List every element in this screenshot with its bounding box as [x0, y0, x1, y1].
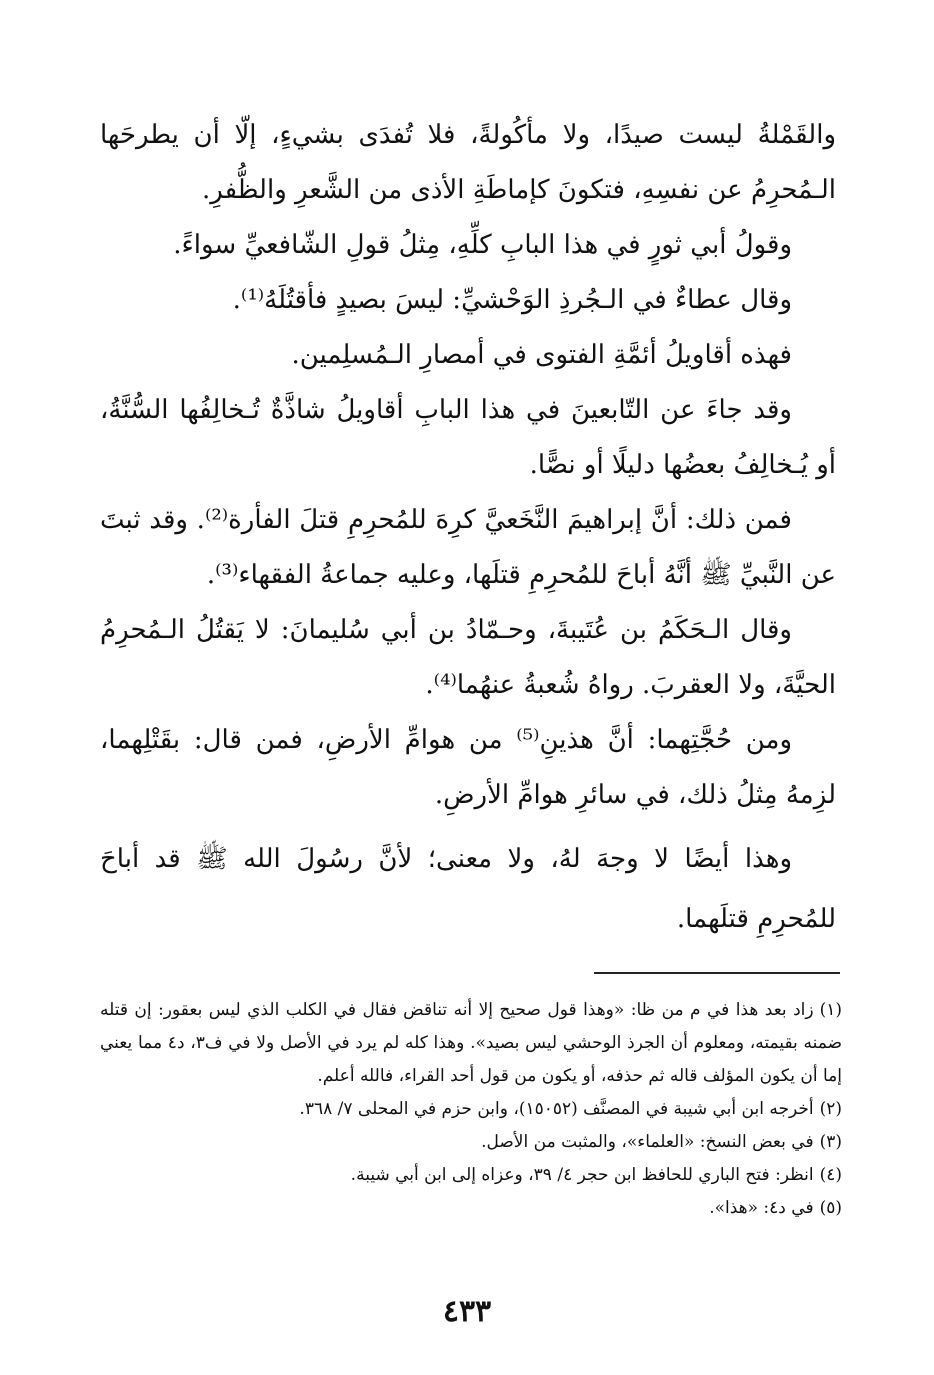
paragraph-6: فمن ذلك: أنَّ إبراهيمَ النَّخَعيَّ كرِهَ للمُحرِمِ قتلَ الفأرة⁽²⁾. وقد ثبتَ عن النَّبيِّ ﷺ أنَّهُ أباحَ للمُحرِمِ قتلَها، وعليه جماعةُ الفقهاء⁽³⁾. — [100, 505, 836, 590]
paragraph-8: ومن حُجَّتِهما: أنَّ هذينِ⁽⁵⁾ من هوامِّ الأرضِ، فمن قال: بقَتْلِهما، لزِمهُ مِثلُ ذلك، في سائرِ هوامِّ الأرضِ. — [100, 725, 836, 810]
paragraph-4: فهذه أقاويلُ أئمَّةِ الفتوى في أمصارِ الـمُسلِمين. — [291, 340, 792, 370]
footnote-separator — [594, 972, 840, 974]
footnote-number: (٤) — [819, 1165, 842, 1185]
paragraph-7: وقال الـحَكَمُ بن عُتَيبةَ، وحـمّادُ بن أبي سُليمانَ: لا يَقتُلُ الـمُحرِمُ الحيَّةَ، ولا العقربَ. رواهُ شُعبةُ عنهُما⁽⁴⁾. — [100, 615, 836, 700]
footnote-number: (٢) — [819, 1099, 842, 1119]
footnote-number: (٥) — [819, 1198, 842, 1218]
footnote-5 — [100, 1192, 842, 1225]
footnote-3 — [100, 1126, 842, 1159]
page-number: ٤٣٣ — [442, 1294, 492, 1329]
footnote-number: (١) — [819, 1000, 842, 1020]
footnote-4 — [100, 1159, 842, 1192]
footnote-text: أخرجه ابن أبي شيبة في المصنَّف (١٥٠٥٢)، وابن حزم في المحلى ٧/ ٣٦٨. — [299, 1099, 814, 1119]
paragraph-9: وهذا أيضًا لا وجهَ لهُ، ولا معنى؛ لأنَّ رسُولَ الله ﷺ قد أباحَ للمُحرِمِ قتلَهما. — [100, 844, 836, 934]
main-text — [100, 108, 836, 949]
footnote-text: في بعض النسخ: «العلماء»، والمثبت من الأصل. — [481, 1132, 814, 1152]
paragraph-2: وقولُ أبي ثورٍ في هذا البابِ كلِّهِ، مِثلُ قولِ الشّافعيِّ سواءً. — [173, 230, 792, 260]
footnote-text: زاد بعد هذا في م من ظا: «وهذا قول صحيح إلا أنه تناقض فقال في الكلب الذي ليس بعقور: إن قتله ضمنه بقيمته، ومعلوم أن الجرذ الوحشي ليس بصيد». وهذا كله لم يرد في الأصل ولا في ف٣، د٤ مما يعني إما أن يكون المؤلف قاله ثم حذفه، أو يكون من قول أحد القراء، فالله أعلم. — [100, 1000, 843, 1086]
paragraph-5: وقد جاءَ عن التّابعينَ في هذا البابِ أقاويلُ شاذَّةٌ تُـخالِفُها السُّنَّةُ، أو يُـخالِفُ بعضُها دليلًا أو نصًّا. — [100, 395, 836, 480]
footnotes — [100, 994, 842, 1225]
paragraph-3: وقال عطاءٌ في الـجُرذِ الوَحْشيِّ: ليسَ بصيدٍ فأقتُلَهُ⁽¹⁾. — [232, 285, 792, 315]
footnote-2 — [100, 1093, 842, 1126]
footnote-1 — [100, 994, 842, 1093]
paragraph-1: والقَمْلةُ ليست صيدًا، ولا مأكُولةً، فلا تُفدَى بشيءٍ، إلّا أن يطرحَها الـمُحرِمُ عن نفسِهِ، فتكونَ كإماطَةِ الأذى من الشَّعرِ والظُّفرِ. — [100, 120, 836, 205]
footnote-text: انظر: فتح الباري للحافظ ابن حجر ٤/ ٣٩، وعزاه إلى ابن أبي شيبة. — [350, 1165, 814, 1185]
footnote-number: (٣) — [819, 1132, 842, 1152]
footnote-text: في د٤: «هذا». — [709, 1198, 814, 1218]
